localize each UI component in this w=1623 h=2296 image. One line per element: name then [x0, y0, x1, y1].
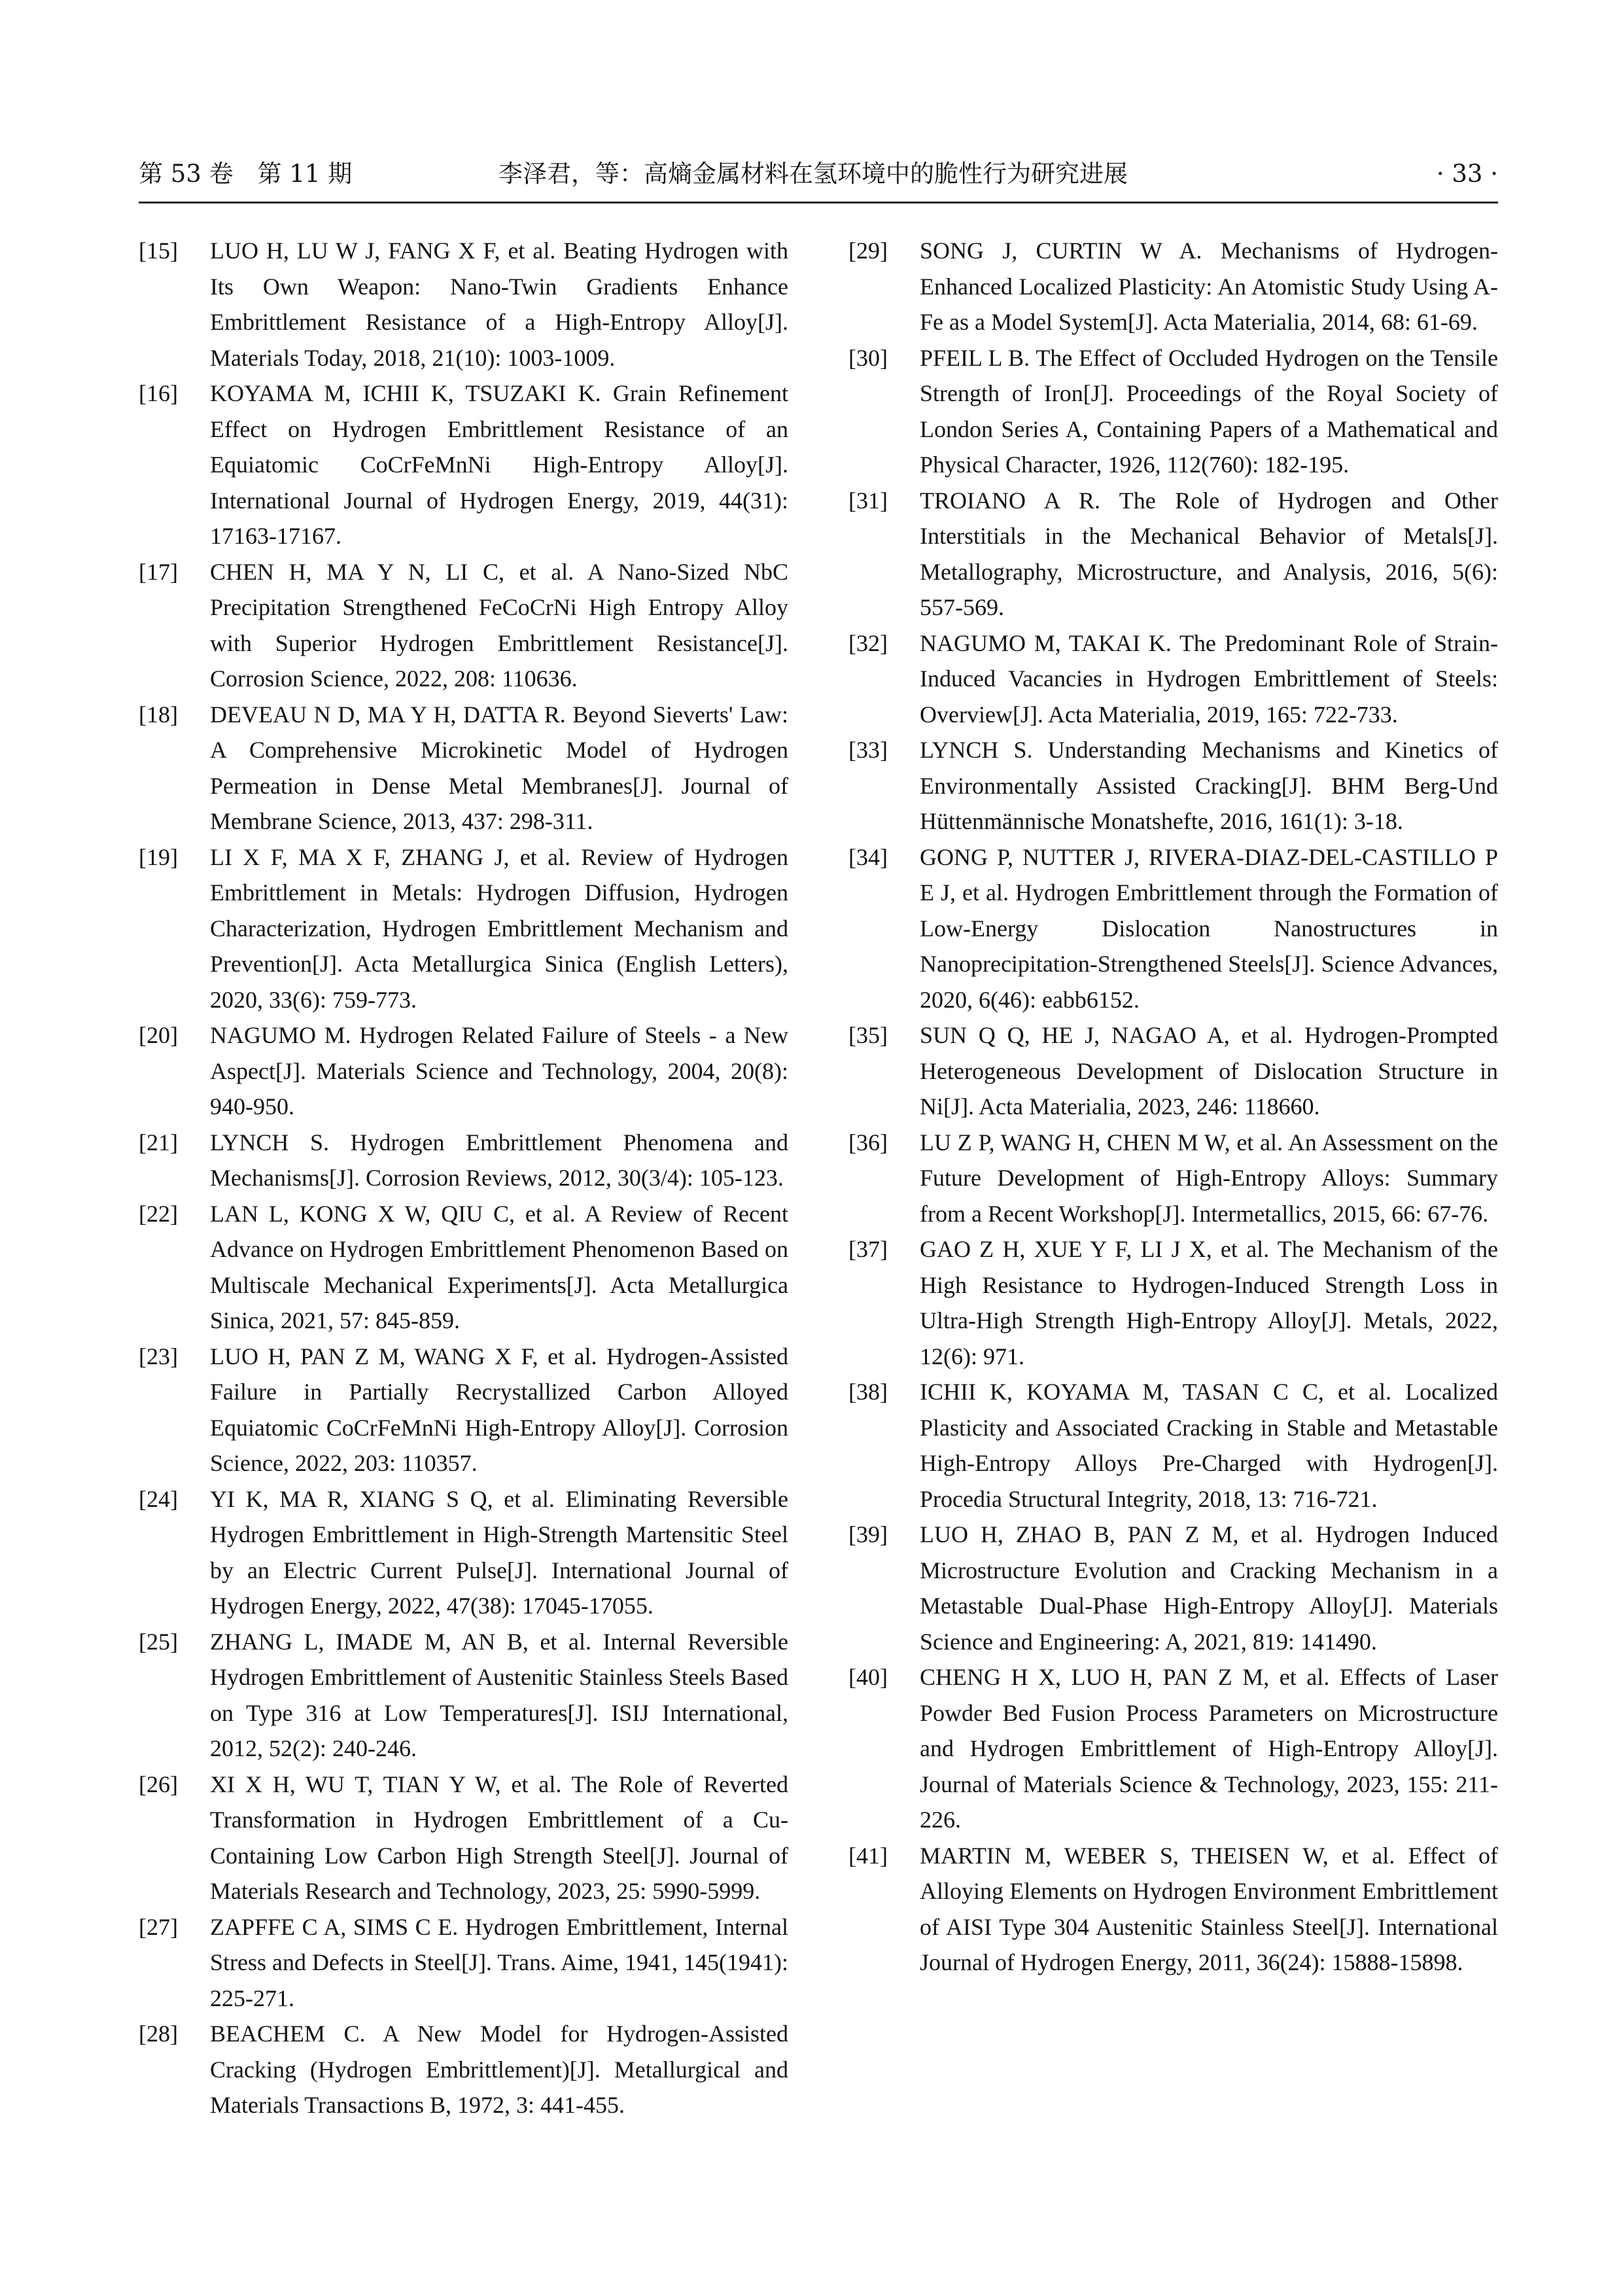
reference-item: [848, 1374, 1498, 1517]
reference-item: [139, 1481, 788, 1624]
reference-number: [30]: [848, 344, 888, 371]
reference-number: [24]: [139, 1485, 178, 1512]
reference-item: [139, 1624, 788, 1767]
reference-text: TROIANO A R. The Role of Hydrogen and Other Interstitials in the Mechanical Behavior of Metals[J]. Metallography, Microstructure, and Analysis, 2016, 5(6): 557-569.: [920, 487, 1498, 620]
reference-text: CHEN H, MA Y N, LI C, et al. A Nano-Sized NbC Precipitation Strengthened FeCoCrNi High Entropy Alloy with Superior Hydrogen Embrittlement Resistance[J]. Corrosion Science, 2022, 208: 110636.: [210, 558, 788, 692]
reference-number: [37]: [848, 1236, 888, 1262]
reference-text: LYNCH S. Understanding Mechanisms and Kinetics of Environmentally Assisted Cracking[J]. BHM Berg-Und Hüttenmännische Monatshefte, 2016, 161(1): 3-18.: [920, 737, 1498, 834]
reference-item: [848, 1659, 1498, 1838]
reference-text: PFEIL L B. The Effect of Occluded Hydrogen on the Tensile Strength of Iron[J]. Proceedings of the Royal Society of London Series A, Containing Papers of a Mathematical and Physical Character, 1926, 112(760): 182-195.: [920, 344, 1498, 478]
reference-item: [848, 483, 1498, 626]
reference-number: [39]: [848, 1521, 888, 1547]
reference-item: [139, 1909, 788, 2017]
reference-text: LUO H, PAN Z M, WANG X F, et al. Hydrogen-Assisted Failure in Partially Recrystallized Carbon Alloyed Equiatomic CoCrFeMnNi High-Entropy Alloy[J]. Corrosion Science, 2022, 203: 110357.: [210, 1343, 788, 1476]
reference-number: [23]: [139, 1343, 178, 1369]
running-title: 李泽君，等：高熵金属材料在氢环境中的脆性行为研究进展: [498, 160, 1128, 188]
reference-text: LAN L, KONG X W, QIU C, et al. A Review of Recent Advance on Hydrogen Embrittlement Phenomenon Based on Multiscale Mechanical Experiments[J]. Acta Metallurgica Sinica, 2021, 57: 845-859.: [210, 1200, 788, 1333]
reference-number: [19]: [139, 843, 178, 870]
reference-item: [848, 1517, 1498, 1659]
reference-text: XI X H, WU T, TIAN Y W, et al. The Role of Reverted Transformation in Hydrogen Embrittlement of a Cu-Containing Low Carbon High Strength Steel[J]. Journal of Materials Research and Technology, 2023, 25: 5990-5999.: [210, 1771, 788, 1904]
reference-item: [848, 1838, 1498, 1981]
reference-item: [848, 1125, 1498, 1232]
reference-number: [18]: [139, 701, 178, 728]
reference-item: [848, 626, 1498, 733]
reference-item: [848, 1017, 1498, 1125]
reference-text: LYNCH S. Hydrogen Embrittlement Phenomena and Mechanisms[J]. Corrosion Reviews, 2012, 30(3/4): 105-123.: [210, 1129, 788, 1191]
reference-text: LUO H, LU W J, FANG X F, et al. Beating Hydrogen with Its Own Weapon: Nano-Twin Gradients Enhance Embrittlement Resistance of a High-Entropy Alloy[J]. Materials Today, 2018, 21(10): 1003-1009.: [210, 238, 788, 371]
reference-item: [848, 340, 1498, 483]
reference-text: SUN Q Q, HE J, NAGAO A, et al. Hydrogen-Prompted Heterogeneous Development of Dislocation Structure in Ni[J]. Acta Materialia, 2023, 246: 118660.: [920, 1022, 1498, 1120]
reference-item: [139, 376, 788, 554]
reference-text: GONG P, NUTTER J, RIVERA-DIAZ-DEL-CASTILLO P E J, et al. Hydrogen Embrittlement through the Formation of Low-Energy Dislocation Nanostructures in Nanoprecipitation-Strengthened Steels[J]. Science Advances, 2020, 6(46): eabb6152.: [920, 843, 1498, 1013]
reference-text: LI X F, MA X F, ZHANG J, et al. Review of Hydrogen Embrittlement in Metals: Hydrogen Diffusion, Hydrogen Characterization, Hydrogen Embrittlement Mechanism and Prevention[J]. Acta Metallurgica Sinica (English Letters), 2020, 33(6): 759-773.: [210, 843, 788, 1013]
reference-text: NAGUMO M, TAKAI K. The Predominant Role of Strain-Induced Vacancies in Hydrogen Embrittlement of Steels: Overview[J]. Acta Materialia, 2019, 165: 722-733.: [920, 629, 1498, 728]
reference-number: [32]: [848, 629, 888, 656]
reference-number: [27]: [139, 1913, 178, 1940]
reference-text: NAGUMO M. Hydrogen Related Failure of Steels - a New Aspect[J]. Materials Science and Technology, 2004, 20(8): 940-950.: [210, 1022, 788, 1120]
reference-number: [36]: [848, 1129, 888, 1156]
reference-item: [848, 732, 1498, 839]
reference-number: [29]: [848, 238, 888, 264]
references-column-left: [139, 233, 788, 2123]
reference-number: [25]: [139, 1628, 178, 1655]
reference-number: [35]: [848, 1022, 888, 1048]
volume-issue: 第 53 卷 第 11 期: [139, 160, 353, 188]
reference-text: LUO H, ZHAO B, PAN Z M, et al. Hydrogen Induced Microstructure Evolution and Cracking Mechanism in a Metastable Dual-Phase High-Entropy Alloy[J]. Materials Science and Engineering: A, 2021, 819: 141490.: [920, 1521, 1498, 1655]
reference-number: [16]: [139, 380, 178, 406]
reference-item: [848, 1231, 1498, 1374]
reference-text: DEVEAU N D, MA Y H, DATTA R. Beyond Sieverts' Law: A Comprehensive Microkinetic Model of Hydrogen Permeation in Dense Metal Membranes[J]. Journal of Membrane Science, 2013, 437: 298-311.: [210, 701, 788, 834]
reference-item: [139, 697, 788, 839]
reference-item: [848, 233, 1498, 340]
reference-text: SONG J, CURTIN W A. Mechanisms of Hydrogen-Enhanced Localized Plasticity: An Atomistic Study Using A-Fe as a Model System[J]. Acta Materialia, 2014, 68: 61-69.: [920, 238, 1498, 335]
reference-number: [33]: [848, 737, 888, 763]
reference-text: LU Z P, WANG H, CHEN M W, et al. An Assessment on the Future Development of High-Entropy Alloys: Summary from a Recent Workshop[J]. Intermetallics, 2015, 66: 67-76.: [920, 1129, 1498, 1227]
reference-text: GAO Z H, XUE Y F, LI J X, et al. The Mechanism of the High Resistance to Hydrogen-Induced Strength Loss in Ultra-High Strength High-Entropy Alloy[J]. Metals, 2022, 12(6): 971.: [920, 1236, 1498, 1369]
page-number: · 33 ·: [1436, 160, 1498, 188]
reference-text: BEACHEM C. A New Model for Hydrogen-Assisted Cracking (Hydrogen Embrittlement)[J]. Metallurgical and Materials Transactions B, 1972, 3: 441-455.: [210, 2021, 788, 2118]
reference-number: [34]: [848, 843, 888, 870]
reference-number: [28]: [139, 2021, 178, 2047]
reference-text: ZAPFFE C A, SIMS C E. Hydrogen Embrittlement, Internal Stress and Defects in Steel[J]. Trans. Aime, 1941, 145(1941): 225-271.: [210, 1913, 788, 2011]
reference-text: CHENG H X, LUO H, PAN Z M, et al. Effects of Laser Powder Bed Fusion Process Parameters on Microstructure and Hydrogen Embrittlement of High-Entropy Alloy[J]. Journal of Materials Science & Technology, 2023, 155: 211-226.: [920, 1664, 1498, 1833]
reference-text: ZHANG L, IMADE M, AN B, et al. Internal Reversible Hydrogen Embrittlement of Austenitic Stainless Steels Based on Type 316 at Low Temperatures[J]. ISIJ International, 2012, 52(2): 240-246.: [210, 1628, 788, 1761]
reference-item: [139, 554, 788, 697]
reference-item: [139, 1767, 788, 1909]
reference-item: [139, 1125, 788, 1196]
reference-item: [139, 1196, 788, 1339]
reference-item: [139, 2016, 788, 2123]
references-column-right: [848, 233, 1498, 1981]
reference-number: [31]: [848, 487, 888, 514]
reference-item: [139, 839, 788, 1018]
reference-item: [848, 839, 1498, 1018]
reference-text: ICHII K, KOYAMA M, TASAN C C, et al. Localized Plasticity and Associated Cracking in Stable and Metastable High-Entropy Alloys Pre-Charged with Hydrogen[J]. Procedia Structural Integrity, 2018, 13: 716-721.: [920, 1379, 1498, 1512]
header-rule: [139, 202, 1498, 203]
reference-text: YI K, MA R, XIANG S Q, et al. Eliminating Reversible Hydrogen Embrittlement in High-Strength Martensitic Steel by an Electric Current Pulse[J]. International Journal of Hydrogen Energy, 2022, 47(38): 17045-17055.: [210, 1485, 788, 1619]
reference-number: [20]: [139, 1022, 178, 1048]
reference-number: [41]: [848, 1842, 888, 1869]
reference-number: [21]: [139, 1129, 178, 1156]
running-header: [139, 154, 1498, 200]
reference-number: [17]: [139, 558, 178, 585]
reference-number: [22]: [139, 1200, 178, 1227]
reference-item: [139, 1339, 788, 1481]
reference-number: [40]: [848, 1664, 888, 1690]
reference-item: [139, 1017, 788, 1125]
reference-text: KOYAMA M, ICHII K, TSUZAKI K. Grain Refinement Effect on Hydrogen Embrittlement Resistance of an Equiatomic CoCrFeMnNi High-Entropy Alloy[J]. International Journal of Hydrogen Energy, 2019, 44(31): 17163-17167.: [210, 380, 788, 549]
reference-number: [15]: [139, 238, 178, 264]
reference-item: [139, 233, 788, 376]
reference-number: [26]: [139, 1771, 178, 1797]
reference-text: MARTIN M, WEBER S, THEISEN W, et al. Effect of Alloying Elements on Hydrogen Environment Embrittlement of AISI Type 304 Austenitic Stainless Steel[J]. International Journal of Hydrogen Energy, 2011, 36(24): 15888-15898.: [920, 1842, 1498, 1975]
reference-number: [38]: [848, 1379, 888, 1405]
